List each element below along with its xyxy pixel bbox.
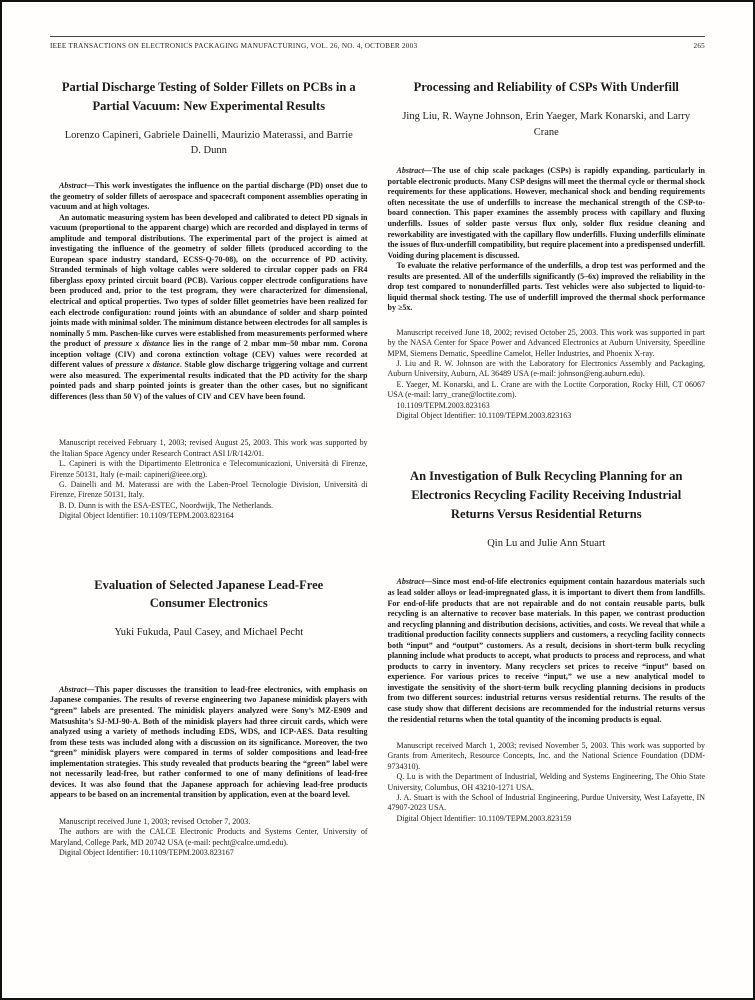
footnote-doi: Digital Object Identifier: 10.1109/TEPM.2003.823164 [59, 511, 234, 521]
paper-partial-discharge [50, 78, 368, 522]
paper-csp-underfill [388, 78, 706, 421]
abstract-paragraph [50, 685, 368, 801]
abstract-label: Abstract— [396, 577, 433, 587]
abstract-italic-term: pressure x distance [104, 339, 170, 349]
footnote-manuscript: Manuscript received March 1, 2003; revised November 5, 2003. This work was supported by Grants from Ameritech, Resource Concepts, Inc. and the National Science Foundation (DDM-9734310). [387, 741, 705, 771]
paper-title: Partial Discharge Testing of Solder Fillets on PCBs in a Partial Vacuum: New Experimental Results [61, 80, 356, 113]
abstract-text: lies in the range of 2 mbar mm–50 mbar mm. Corona inception voltage (CIV) and corona extinction voltage (CEV) values were recorded at different values of [50, 339, 368, 370]
column-right [388, 70, 706, 978]
footnote-affiliation: L. Capineri is with the Dipartimento Elettronica e Telecomunicazioni, Università di Firenze, Firenze 50131, Italy (e-mail: capineri@ieee.org). [50, 459, 368, 479]
paper-authors: Qin Lu and Julie Ann Stuart [487, 537, 606, 549]
abstract-paragraph: To evaluate the relative performance of the underfills, a drop test was performed and the results are presented. All of the underfills significantly (5–6x) improved the reliability in the drop test compared to nonunderfilled parts. Test vehicles were also subjected to liquid-to-liquid thermal shock testing. The use of underfill improved the thermal shock performance by ≥5x. [387, 261, 705, 313]
abstract-paragraph [50, 181, 368, 213]
abstract-label: Abstract— [59, 684, 95, 694]
paper-abstract [388, 166, 706, 314]
abstract-paragraph [388, 577, 706, 725]
paper-bulk-recycling [388, 467, 706, 824]
paper-abstract [50, 685, 368, 801]
footnote-manuscript: Manuscript received February 1, 2003; revised August 25, 2003. This work was supported by the Italian Space Agency under Research Contract ASI I/R/142/01. [50, 438, 368, 458]
running-header [50, 36, 705, 50]
footnote-doi: Digital Object Identifier: 10.1109/TEPM.2003.823159 [396, 813, 572, 823]
abstract-text: An automatic measuring system has been developed and calibrated to detect PD signals in vacuum (proportional to the apparent charge) which are recorded and displayed in terms of amplitude and temporal distributions. The experimental part of the project is aimed at investigating the influence of the geometry of solder fillets (produced according to the European space industry standard, ECSS-Q-70-08), on the occurrence of PD activity. Stranded terminals of high voltage cables were soldered to circular copper pads on FR4 fiberglass epoxy printed circuit board (PCB). Various copper electrode configurations have been produced and, prior to the test program, they were characterized for dimensional, electrical and optical properties. Two types of solder fillet geometries have been realized for each electrode configuration: round joints with an abundance of solder and sharp pointed joints made with minimal solder. The minimum distance between electrodes for all samples is nominally 5 mm. Paschen-like curves were established from measurements performed where the product of [50, 212, 368, 349]
paper-title: Processing and Reliability of CSPs With Underfill [413, 80, 679, 94]
journal-citation: IEEE TRANSACTIONS ON ELECTRONICS PACKAGING MANUFACTURING, VOL. 26, NO. 4, OCTOBER 2003 [50, 42, 418, 50]
footnote-doi-number: 10.1109/TEPM.2003.823163 [396, 400, 490, 410]
footnote-doi: Digital Object Identifier: 10.1109/TEPM.2003.823167 [59, 848, 234, 858]
paper-footnotes [50, 817, 368, 859]
abstract-text: This paper discusses the transition to lead-free electronics, with emphasis on Japanese companies. The results of reverse engineering two Japanese minidisk players with “green” labels are presented. The minidisk players analyzed were Sony’s MZ-E909 and Matsushita’s SJ-MJ-90-A. Both of the minidisk players had three circuit cards, which were analyzed using a variety of methods including EDS, WDS, and ICP-AES. Data resulting from these tests was included along with a discussion on its significance. Moreover, the two “green” minidisk players were compared in terms of solder compositions and lead-free implementation strategies. This study revealed that products bearing the “green” label were not necessarily lead-free, but rather conformed to one of many definitions of lead-free devices. It was also found that the Japanese approach for achieving lead-free products appears to be based on an incremental transition by application, even at the board level. [50, 684, 368, 800]
abstract-paragraph [50, 213, 368, 403]
abstract-italic-term: pressure x distance [115, 360, 180, 370]
footnote-manuscript: Manuscript received June 18, 2002; revised October 25, 2003. This work was supported in part by the NASA Center for Space Power and Advanced Electronics at Auburn University, Speedline MPM, Siemens Dematic, Speedline Camelot, Heller Industries, and Phoenix X-ray. [387, 327, 705, 358]
paper-lead-free-evaluation [50, 576, 368, 859]
paper-authors: Lorenzo Capineri, Gabriele Dainelli, Maurizio Materassi, and Barrie D. Dunn [64, 129, 353, 157]
footnote-affiliation: B. D. Dunn is with the ESA-ESTEC, Noordwijk, The Netherlands. [59, 500, 274, 510]
abstract-text: This work investigates the influence on the partial discharge (PD) onset due to the geometry of solder fillets of aerospace and spacecraft component assemblies operating in vacuum and at high voltages. [50, 181, 368, 212]
paper-authors: Jing Liu, R. Wayne Johnson, Erin Yaeger, Mark Konarski, and Larry Crane [402, 110, 691, 138]
paper-footnotes [388, 741, 706, 824]
paper-footnotes [50, 438, 368, 521]
abstract-text: Since most end-of-life electronics equipment contain hazardous materials such as lead solder alloys or lead-impregnated glass, it is important to divert them from landfills. For end-of-life products that are not repairable and do not contain reusable parts, bulk recycling is an alternative to recover base materials. In this paper, we contrast production and recycling planning and distribution decisions, activities, and costs. We reveal that while a traditional production facility connects suppliers and customers, a recycling facility connects both “input” and “output” customers. As a result, decisions in short-term bulk recycling planning include what products to accept, what products to process and reprocess, and what products to carry in inventory. Many recyclers set prices to receive “input” based on experience. For various prices to receive “input,” we use a new analytical model to investigate the sensitivity of the short-term bulk recycling planning decisions in products from two different sources: industrial returns versus residential returns. The results of the case study show that different decisions are recommended for the industrial returns versus the residential returns when the total quantity of the incoming products is equal. [387, 577, 705, 724]
paper-title: Evaluation of Selected Japanese Lead-Free Consumer Electronics [94, 577, 324, 611]
two-column-layout [50, 70, 705, 978]
paper-abstract [388, 577, 706, 725]
page-number: 265 [693, 42, 705, 50]
paper-footnotes [388, 328, 706, 422]
abstract-text: The use of chip scale packages (CSPs) is rapidly expanding, particularly in portable electronic products. Many CSP designs will meet the thermal cycle or thermal shock requirements for these applications. However, mechanical shock and bending requirements often necessitate the use of underfills to increase the mechanical strength of the CSP-to-board connection. This paper examines the assembly process with capillary and fluxing underfills. Issues of solder paste versus flux only, solder flux residue cleaning and reworkability are investigated with the capillary flow underfills. Fluxing underfills eliminate the issues of flux-underfill compatibility, but require placement into a predispensed underfill. Voiding during placement is discussed. [387, 166, 705, 260]
footnote-affiliation: E. Yaeger, M. Konarski, and L. Crane are with the Loctite Corporation, Rocky Hill, CT 06067 USA (e-mail: larry_crane@loctite.com). [387, 379, 705, 400]
abstract-text: . Stable glow discharge triggering voltage and current were also measured. The experimental results indicated that the PD activity for the sharp pointed pads and sharp pointed joints is greater than the other cases, but no significant differences (less than 50 V) of the values of CIV and CEV have been found. [50, 360, 368, 401]
column-left [50, 70, 368, 978]
abstract-paragraph [388, 166, 706, 261]
footnote-affiliation: J. Liu and R. W. Johnson are with the Laboratory for Electronics Assembly and Packaging, Auburn University, Auburn, AL 36489 USA (e-mail: johnson@eng.auburn.edu). [387, 359, 705, 379]
footnote-affiliation: Q. Lu is with the Department of Industrial, Welding and Systems Engineering, The Ohio State University, Columbus, OH 43210-1271 USA. [387, 772, 705, 792]
footnote-doi: Digital Object Identifier: 10.1109/TEPM.2003.823163 [396, 411, 572, 421]
footnote-affiliation: The authors are with the CALCE Electronic Products and Systems Center, University of Maryland, College Park, MD 20742 USA (e-mail: pecht@calce.umd.edu). [50, 827, 368, 847]
footnote-manuscript: Manuscript received June 1, 2003; revised October 7, 2003. [59, 816, 251, 826]
footnote-affiliation: J. A. Stuart is with the School of Industrial Engineering, Purdue University, West Lafayette, IN 47907-2023 USA. [387, 793, 705, 813]
paper-authors: Yuki Fukuda, Paul Casey, and Michael Pecht [114, 627, 304, 639]
paper-abstract [50, 181, 368, 402]
abstract-label: Abstract— [59, 181, 95, 190]
paper-title: An Investigation of Bulk Recycling Planning for an Electronics Recycling Facility Receiving Industrial Returns Versus Residential Returns [410, 469, 683, 521]
abstract-label: Abstract— [396, 166, 433, 176]
footnote-affiliation: G. Dainelli and M. Materassi are with the Laben-Proel Tecnologie Division, Università di Firenze, Firenze 50131, Italy. [50, 480, 368, 500]
